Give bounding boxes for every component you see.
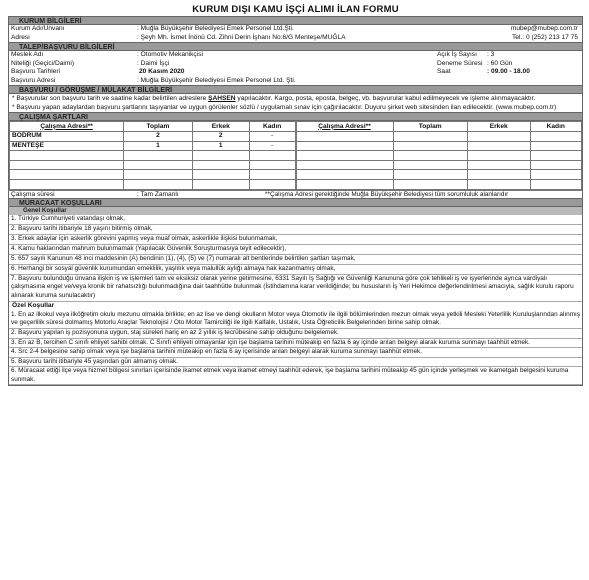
table-row-empty bbox=[10, 151, 296, 161]
genel-kosullar-header: Genel Koşullar bbox=[8, 207, 583, 215]
basvuru-adres-value: : Muğla Büyükşehir Belediyesi Emek Personel Ltd. Şti. bbox=[137, 76, 296, 84]
ozel-kosullar-list bbox=[8, 311, 583, 387]
col-kadin: Kadın bbox=[249, 122, 295, 132]
genel-kosul-item: 6. Herhangi bir sosyal güvenlik kurumundan emeklilik, yaşlılık veya malullük aylığı almaya hak kazanmamış olmak, bbox=[9, 265, 582, 275]
cell-erkek: 1 bbox=[192, 141, 249, 151]
calisma-adresi-note: **Çalışma Adresi gerektiğinde Muğla Büyükşehir Belediyesi tüm sorumluluk alanlarıdır bbox=[265, 190, 509, 198]
table-row-empty bbox=[296, 179, 582, 189]
cell-erkek: 2 bbox=[192, 132, 249, 142]
nitelik-row bbox=[9, 60, 582, 69]
genel-kosul-item: 4. Kamu haklarından mahrum bulunmamak (Yapılacak Güvenlik Soruşturmasıya teyit edilecektir), bbox=[9, 245, 582, 255]
genel-kosul-item: 5. 657 sayılı Kanunun 48 inci maddesinin (A) bendinin (1), (4), (5) ve (7) numaralı alt bentlerinde belirtilen şartları taşımak, bbox=[9, 255, 582, 265]
saat-value: : 09.00 - 18.00 bbox=[487, 68, 530, 75]
form-page bbox=[8, 4, 583, 386]
talep-section bbox=[8, 51, 583, 85]
genel-kosul-item: 2. Başvuru tarihi itibariyle 18 yaşını bitirmiş olmak, bbox=[9, 225, 582, 235]
basvuru-adres-label: Başvuru Adresi bbox=[11, 76, 56, 84]
tarih-label: Başvuru Tarihleri bbox=[11, 68, 60, 75]
cell-address: MENTEŞE bbox=[10, 141, 124, 151]
ozel-kosul-item: 4. Src 2-4 belgesine sahip olmak veya işe başlama tarihini müteakip en fazla 6 ay içerisinde arılan belgeyi alarak kuruma sunmayı taahhüt etmek. bbox=[9, 348, 582, 358]
table-row-empty bbox=[296, 141, 582, 151]
cell-kadin: - bbox=[249, 141, 295, 151]
nitelik-value: : Daimi İşçi bbox=[137, 59, 170, 67]
meslek-label: Meslek Adı bbox=[11, 51, 44, 58]
table-header-row bbox=[296, 122, 582, 132]
kurum-adi-value: : Muğla Büyükşehir Belediyesi Emek Personel Ltd.Şti. bbox=[137, 25, 294, 32]
kurum-email: mubep@mubep.com.tr bbox=[510, 25, 578, 32]
genel-kosul-item: 7. Başvuru bulunduğu ünvana ilişkin iş ve işlemleri tam ve eksiksiz olarak yerine getirmesine, 6331 Sayılı İş Sağlığı ve Güvenliği Kanununa göre çok tehlikeli iş ve işyerlerinde ayrıca vardiyalı çalışmasına engel ve/veya kronik bir rahatsızlığı bulunmadığına dair taahhütte bulunmak (İstihdamına karar verildiğinde; bu hususların İş Yeri Hekimce değerlendirilmesi amacıyla, sağlık kurulu raporu alınarak kuruma sunulacaktır) bbox=[9, 275, 582, 303]
col-calisma-adresi: Çalışma Adresi** bbox=[10, 122, 124, 132]
genel-kosul-item: 1. Türkiye Cumhuriyeti vatandaşı olmak, bbox=[9, 215, 582, 225]
ozel-kosullar-header: Özel Koşullar bbox=[8, 302, 583, 311]
meslek-value: : Otomotiv Mekanikçisi bbox=[137, 51, 203, 58]
cell-toplam: 2 bbox=[124, 132, 193, 142]
calisma-table-left bbox=[9, 121, 296, 189]
form-title: KURUM DIŞI KAMU İŞÇİ ALIMI İLAN FORMU bbox=[192, 4, 399, 15]
calisma-suresi-label: Çalışma süresi bbox=[11, 190, 55, 198]
calisma-suresi-value: : Tam Zamanlı bbox=[137, 190, 179, 198]
table-row-empty bbox=[10, 160, 296, 170]
sahsen-emphasis: ŞAHSEN bbox=[208, 95, 236, 102]
table-row bbox=[10, 132, 296, 142]
kurum-tel: Tel.: 0 (252) 213 17 75 bbox=[512, 33, 578, 41]
basvuru-section bbox=[8, 94, 583, 112]
tarih-row bbox=[9, 68, 582, 77]
kurum-adi-label: Kurum Adı/Unvanı bbox=[11, 25, 65, 32]
nitelik-label: Niteliği (Geçici/Daimi) bbox=[11, 59, 75, 67]
table-row-empty bbox=[296, 151, 582, 161]
deneme-value: : 60 Gün bbox=[487, 59, 513, 67]
basvuru-section-header: BAŞVURU / GÖRÜŞME / MÜLAKAT BİLGİLERİ bbox=[8, 85, 583, 94]
col-kadin: Kadın bbox=[530, 122, 581, 132]
saat-label: Saat bbox=[437, 68, 451, 75]
cell-address: BODRUM bbox=[10, 132, 124, 142]
meslek-row bbox=[9, 51, 582, 60]
cell-toplam: 1 bbox=[124, 141, 193, 151]
table-row-empty bbox=[10, 170, 296, 180]
table-row-empty bbox=[296, 160, 582, 170]
genel-kosullar-list bbox=[8, 215, 583, 302]
ozel-kosul-item: 3. En az B, tercihen C sınıfı ehliyet sahibi olmak. C Sınıfı ehliyeti olmayanlar için işe başlama tarihini müteakip en fazla 6 ay içinde arılan belgeyi alarak kuruma sunmayı taahhüt etmek. bbox=[9, 339, 582, 349]
cell-kadin: - bbox=[249, 132, 295, 142]
ozel-kosul-item: 1. En az ilkokul veya ilköğretim okulu mezunu olmakla birlikte; en az lise ve dengi okulların Motor veya Otomotiv ile ilgili bölümlerinden mezun olmak veya yetkili Mesleki Yeterlilik Kuruluşlarından alınmış ve geçerlilik süresi dolmamış Motorlu Araçlar Teknolojisi / Oto Motor Tamirciliği ile ilgili Kalfalık, Ustalık, Usta Öğreticilik Belgelerinden birine sahip olmak. bbox=[9, 311, 582, 329]
kurum-section-header: KURUM BİLGİLERİ bbox=[8, 16, 583, 25]
kurum-adres-label: Adresi bbox=[11, 33, 30, 41]
basvuru-p1-end: yapılacaktır. Kargo, posta, eposta, belgeç, vb. başvurular kabul edilmeyecek ve işleme alınmayacaktır. bbox=[235, 95, 536, 102]
ozel-kosul-item: 2. Başvuru yapılan iş pozisyonuna uygun, staj süreleri hariç en az 2 yıllık iş tecrübesine sahip olduğunu belgelemek. bbox=[9, 329, 582, 339]
kurum-adres-value: : Şeyh Mh. İsmet İnönü Cd. Zihni Derin İşhanı No:6/G Menteşe/MUĞLA bbox=[137, 33, 346, 41]
table-row-empty bbox=[296, 132, 582, 142]
calisma-table-right bbox=[296, 121, 583, 189]
kurum-adi-row bbox=[9, 25, 582, 34]
ozel-kosul-item: 5. Başvuru tarihi itibariyle 45 yaşından gün almamış olmak. bbox=[9, 358, 582, 368]
kurum-section bbox=[8, 25, 583, 42]
calisma-section bbox=[8, 121, 583, 189]
acik-is-value: : 3 bbox=[487, 51, 495, 58]
genel-kosul-item: 3. Erkek adaylar için askerlik görevini yapmış veya muaf olmak, askerlikle ilişkisi bulunmamak, bbox=[9, 235, 582, 245]
deneme-label: Deneme Süresi bbox=[437, 59, 483, 67]
basvuru-paragraph-2: * Başvuru yapan adaylardan başvuru şartlarını taşıyanlar ve uygun görülenler sözlü / uygulamalı sınav için çağırılacaktır. Duyuru şirket web sitesinden ilan edilecektir. (www.mubep.com.tr) bbox=[12, 104, 557, 112]
col-erkek: Erkek bbox=[467, 122, 530, 132]
col-erkek: Erkek bbox=[192, 122, 249, 132]
col-toplam: Toplam bbox=[393, 122, 467, 132]
table-row bbox=[10, 141, 296, 151]
muracaat-section-header: MÜRACAAT KOŞULLARI bbox=[8, 198, 583, 207]
talep-section-header: TALEP/BAŞVURU BİLGİLERİ bbox=[8, 42, 583, 51]
col-calisma-adresi: Çalışma Adresi** bbox=[296, 122, 393, 132]
ozel-kosul-item: 6. Müracaat ettiği ilçe veya hizmet bölgesi sınırları içerisinde ikamet etmek veya ikamet etmeyi taahhüt ederek, işe başlama tarihini müteakip 45 gün içinde yerleşmek ve ikametgah belgesini kuruma sunmak. bbox=[9, 367, 582, 385]
table-row-empty bbox=[10, 179, 296, 189]
basvuru-p1-start: * Başvurular son başvuru tarih ve saatine kadar belirtilen adreslere bbox=[12, 95, 209, 102]
basvuru-adres-row bbox=[9, 77, 582, 86]
calisma-suresi-row bbox=[8, 190, 583, 199]
tarih-value: 20 Kasım 2020 bbox=[139, 68, 185, 75]
table-header-row bbox=[10, 122, 296, 132]
calisma-section-header: ÇALIŞMA ŞARTLARI bbox=[8, 112, 583, 121]
basvuru-paragraph-1 bbox=[12, 94, 579, 103]
kurum-adres-row bbox=[9, 34, 582, 43]
col-toplam: Toplam bbox=[124, 122, 193, 132]
table-row-empty bbox=[296, 170, 582, 180]
acik-is-label: Açık İş Sayısı bbox=[437, 51, 477, 58]
